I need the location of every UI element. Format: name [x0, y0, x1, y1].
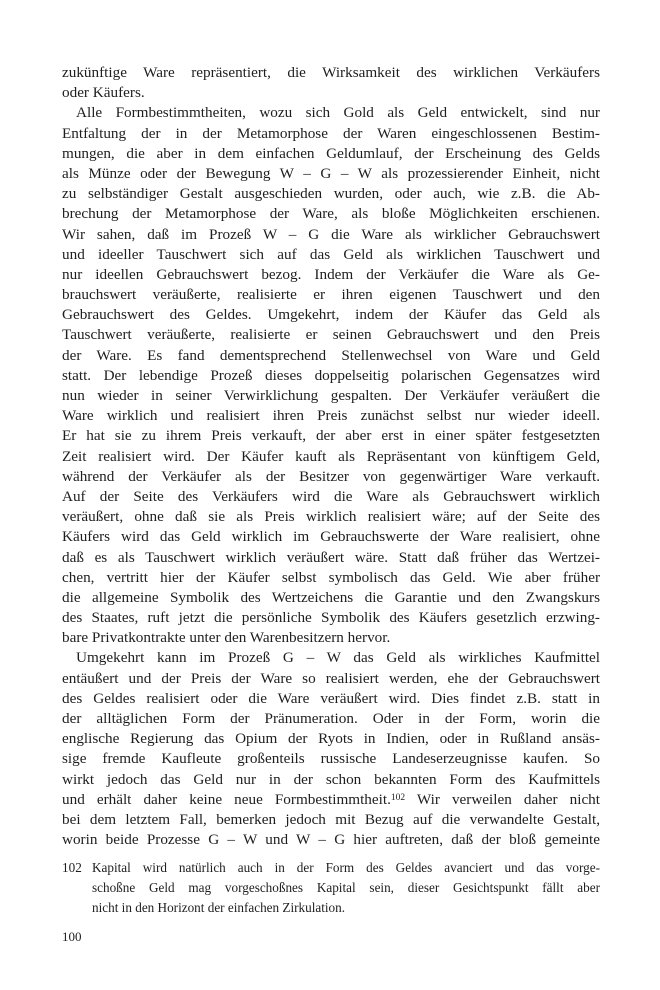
text-line: sige fremde Kaufleute großenteils russische Landeserzeugnisse kaufen. So — [62, 750, 600, 768]
footnote-reference: 102 — [390, 792, 406, 803]
text-line: nun wieder in seiner Verwirklichung gespalten. Der Verkäufer veräußert die — [62, 387, 600, 404]
text-line: Kapital wird natürlich auch in der Form des Geldes avanciert und das vorge- — [92, 860, 600, 875]
text-line: die allgemeine Symbolik des Wertzeichens die Garantie und den Zwangskurs — [62, 588, 600, 606]
text-line: mungen, die aber in dem einfachen Geldumlauf, der Erscheinung des Gelds — [62, 144, 600, 162]
text-line: veräußert, ohne daß sie als Preis wirklich realisiert wäre; auf der Seite des — [62, 508, 600, 526]
text-line: Käufers wird das Geld wirklich im Gebrauchswerte der Ware realisiert, ohne — [62, 528, 600, 546]
text-line: Entfaltung der in der Metamorphose der Waren eingeschlossenen Bestim- — [62, 124, 600, 142]
text-line: brauchswert veräußerte, realisierte er ihren eigenen Tauschwert und den — [62, 286, 600, 304]
text-line: Zeit realisiert wird. Der Käufer kauft als Repräsentant von künftigem Geld, — [62, 447, 600, 465]
main-text — [62, 63, 600, 850]
line-text: Wir verweilen daher nicht — [405, 790, 600, 808]
text-line: während der Verkäufer als der Besitzer von gegenwärtiger Ware verkauft. — [62, 467, 600, 485]
text-line: des Geldes realisiert oder die Ware veräußert wird. Dies findet z.B. statt in — [62, 689, 600, 707]
text-line: des Staates, ruft jetzt die persönliche Symbolik des Käufers gesetzlich erzwing- — [62, 609, 600, 627]
text-line: wirkt jedoch das Geld nur in der schon bekannten Form des Kaufmittels — [62, 770, 600, 788]
text-line: bare Privatkontrakte unter den Warenbesitzern hervor. — [62, 629, 391, 647]
text-line: Gebrauchswert des Geldes. Umgekehrt, indem der Käufer das Geld als — [62, 306, 600, 324]
text-line: Alle Formbestimmtheiten, wozu sich Gold als Geld entwickelt, sind nur — [76, 104, 600, 122]
text-line: Umgekehrt kann im Prozeß G – W das Geld als wirkliches Kaufmittel — [76, 649, 600, 667]
text-line: nicht in den Horizont der einfachen Zirkulation. — [92, 900, 346, 915]
text-line: statt. Der lebendige Prozeß dieses doppelseitig polarischen Gegensatzes wird — [62, 366, 600, 384]
text-line: Ware wirklich und realisiert ihren Preis zunächst selbst nur wieder ideell. — [62, 407, 600, 425]
text-line: Er hat sie zu ihrem Preis verkauft, der aber erst in einer später festgesetzten — [62, 427, 600, 445]
text-line: zukünftige Ware repräsentiert, die Wirksamkeit des wirklichen Verkäufers — [62, 64, 600, 81]
text-line: Tauschwert veräußerte, realisierte er seinen Gebrauchswert und den Preis — [62, 326, 600, 344]
text-line: Auf der Seite des Verkäufers wird die Ware als Gebrauchswert wirklich — [62, 487, 600, 505]
text-line: entäußert und der Preis der Ware so realisiert werden, ehe der Gebrauchswert — [62, 669, 600, 687]
text-line: der Ware. Es fand dementsprechend Stellenwechsel von Ware und Geld — [62, 346, 600, 364]
line-text: und erhält daher keine neue Formbestimmtheit. — [62, 790, 391, 808]
footnote-text — [92, 858, 600, 918]
text-line: Wir sahen, daß im Prozeß W – G die Ware als wirklicher Gebrauchswert — [62, 225, 600, 243]
text-line — [62, 790, 600, 810]
text-line: brechung der Metamorphose der Ware, als bloße Möglichkeiten erschienen. — [62, 205, 600, 223]
text-line: oder Käufers. — [62, 84, 145, 102]
text-line: chen, vertritt hier der Käufer selbst symbolisch das Geld. Wie aber früher — [62, 568, 600, 586]
text-line: worin beide Prozesse G – W und W – G hier auftreten, daß der bloß gemeinte — [62, 831, 600, 849]
text-line: bei dem letztem Fall, bemerken jedoch mit Bezug auf die verwandelte Gestalt, — [62, 810, 600, 828]
footnote — [62, 858, 600, 918]
text-line: daß es als Tauschwert wirklich veräußert wäre. Statt daß früher das Wertzei- — [62, 548, 600, 566]
text-line: englische Regierung das Opium der Ryots in Indien, oder in Rußland ansäs- — [62, 730, 600, 748]
text-line: der alltäglichen Form der Pränumeration. Oder in der Form, worin die — [62, 710, 600, 727]
text-line: als Münze oder der Bewegung W – G – W als prozessierender Einheit, nicht — [62, 164, 600, 182]
page-number: 100 — [62, 929, 82, 944]
footnote-number: 102 — [62, 860, 82, 875]
text-line: schoßne Geld mag vorgeschoßnes Kapital sein, dieser Gesichtspunkt fällt aber — [92, 880, 600, 895]
text-line: zu selbständiger Gestalt ausgeschieden wurden, oder auch, wie z.B. die Ab- — [62, 185, 600, 203]
text-line: nur ideellen Gebrauchswert bezog. Indem der Verkäufer die Ware als Ge- — [62, 265, 600, 283]
text-line: und ideeller Tauschwert sich auf das Geld als wirklichen Tauschwert und — [62, 245, 600, 263]
